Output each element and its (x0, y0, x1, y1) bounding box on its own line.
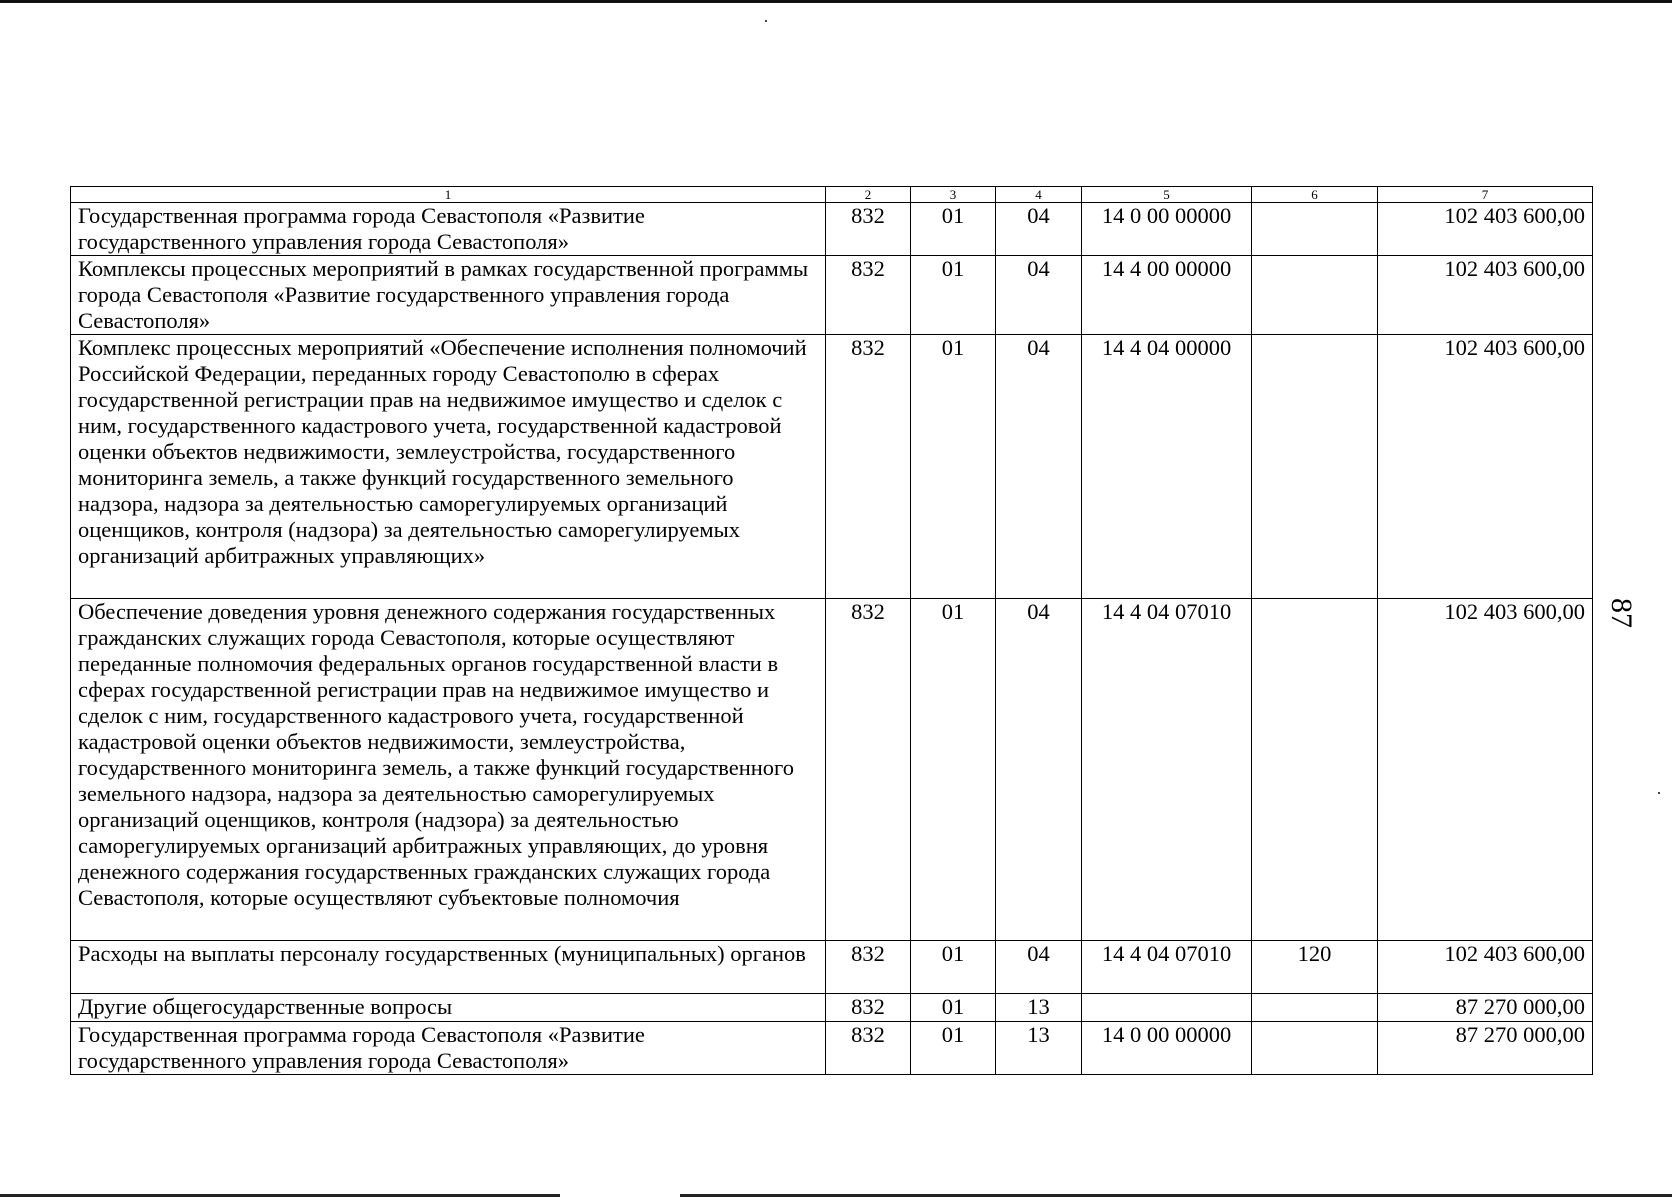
cell-code-5: 14 4 04 00000 (1082, 335, 1252, 599)
cell-code-3: 01 (911, 941, 996, 994)
table-row (71, 994, 1593, 1022)
column-number: 1 (71, 187, 826, 203)
cell-code-6 (1252, 994, 1378, 1022)
cell-amount: 102 403 600,00 (1378, 256, 1593, 335)
cell-amount: 102 403 600,00 (1378, 941, 1593, 994)
cell-code-4: 13 (996, 1022, 1082, 1075)
cell-code-6 (1252, 203, 1378, 256)
row-name: Государственная программа города Севастополя «Развитие государственного управления города Севастополя» (71, 1022, 826, 1075)
column-number: 6 (1252, 187, 1378, 203)
scan-speck (1658, 792, 1660, 794)
table-row (71, 256, 1593, 335)
cell-code-3: 01 (911, 335, 996, 599)
column-number-row (71, 187, 1593, 203)
cell-code-6 (1252, 599, 1378, 941)
row-name: Обеспечение доведения уровня денежного содержания государственных гражданских служащих города Севастополя, которые осуществляют переданные полномочия федеральных органов государственной власти в сферах государственной регистрации прав на недвижимое имущество и сделок с ним, государственного кадастрового учета, государственной кадастровой оценки объектов недвижимости, землеустройства, государственного мониторинга земель, а также функций государственного земельного надзора, надзора за деятельностью саморегулируемых организаций оценщиков, контроля (надзора) за деятельностью саморегулируемых организаций арбитражных управляющих, до уровня денежного содержания государственных гражданских служащих города Севастополя, которые осуществляют субъектовые полномочия (71, 599, 826, 941)
cell-code-5: 14 0 00 00000 (1082, 1022, 1252, 1075)
cell-code-3: 01 (911, 994, 996, 1022)
cell-amount: 102 403 600,00 (1378, 335, 1593, 599)
cell-code-3: 01 (911, 599, 996, 941)
cell-code-2: 832 (826, 203, 911, 256)
cell-code-2: 832 (826, 335, 911, 599)
cell-code-4: 04 (996, 335, 1082, 599)
column-number: 5 (1082, 187, 1252, 203)
cell-code-2: 832 (826, 994, 911, 1022)
cell-code-4: 04 (996, 256, 1082, 335)
scan-edge-top (0, 0, 1672, 3)
cell-amount: 102 403 600,00 (1378, 599, 1593, 941)
cell-code-5: 14 4 04 07010 (1082, 599, 1252, 941)
table-row (71, 941, 1593, 994)
page-number: 87 (1605, 598, 1638, 628)
row-name: Комплекс процессных мероприятий «Обеспечение исполнения полномочий Российской Федерации, переданных городу Севастополю в сферах государственной регистрации прав на недвижимое имущество и сделок с ним, государственного кадастрового учета, государственной кадастровой оценки объектов недвижимости, землеустройства, государственного мониторинга земель, а также функций государственного земельного надзора, надзора за деятельностью саморегулируемых организаций оценщиков, контроля (надзора) за деятельностью саморегулируемых организаций арбитражных управляющих» (71, 335, 826, 599)
column-number: 3 (911, 187, 996, 203)
cell-code-2: 832 (826, 941, 911, 994)
scan-edge-bottom (0, 1194, 560, 1197)
row-name: Комплексы процессных мероприятий в рамках государственной программы города Севастополя «Развитие государственного управления города Севастополя» (71, 256, 826, 335)
cell-code-3: 01 (911, 256, 996, 335)
column-number: 4 (996, 187, 1082, 203)
cell-code-3: 01 (911, 1022, 996, 1075)
table-row (71, 335, 1593, 599)
cell-code-5 (1082, 994, 1252, 1022)
cell-amount: 102 403 600,00 (1378, 203, 1593, 256)
cell-code-3: 01 (911, 203, 996, 256)
cell-code-2: 832 (826, 1022, 911, 1075)
column-number: 2 (826, 187, 911, 203)
table-row (71, 203, 1593, 256)
cell-code-6: 120 (1252, 941, 1378, 994)
scan-speck (765, 20, 767, 22)
cell-code-4: 04 (996, 203, 1082, 256)
cell-code-5: 14 4 00 00000 (1082, 256, 1252, 335)
cell-amount: 87 270 000,00 (1378, 1022, 1593, 1075)
row-name: Государственная программа города Севастополя «Развитие государственного управления города Севастополя» (71, 203, 826, 256)
cell-code-6 (1252, 335, 1378, 599)
cell-code-6 (1252, 256, 1378, 335)
cell-code-5: 14 4 04 07010 (1082, 941, 1252, 994)
cell-code-4: 04 (996, 941, 1082, 994)
cell-code-5: 14 0 00 00000 (1082, 203, 1252, 256)
cell-amount: 87 270 000,00 (1378, 994, 1593, 1022)
cell-code-2: 832 (826, 256, 911, 335)
row-name: Расходы на выплаты персоналу государственных (муниципальных) органов (71, 941, 826, 994)
cell-code-4: 04 (996, 599, 1082, 941)
column-number: 7 (1378, 187, 1593, 203)
cell-code-2: 832 (826, 599, 911, 941)
table-row (71, 599, 1593, 941)
budget-table (70, 186, 1593, 1075)
scan-edge-bottom (680, 1194, 1672, 1197)
table-row (71, 1022, 1593, 1075)
cell-code-4: 13 (996, 994, 1082, 1022)
cell-code-6 (1252, 1022, 1378, 1075)
row-name: Другие общегосударственные вопросы (71, 994, 826, 1022)
